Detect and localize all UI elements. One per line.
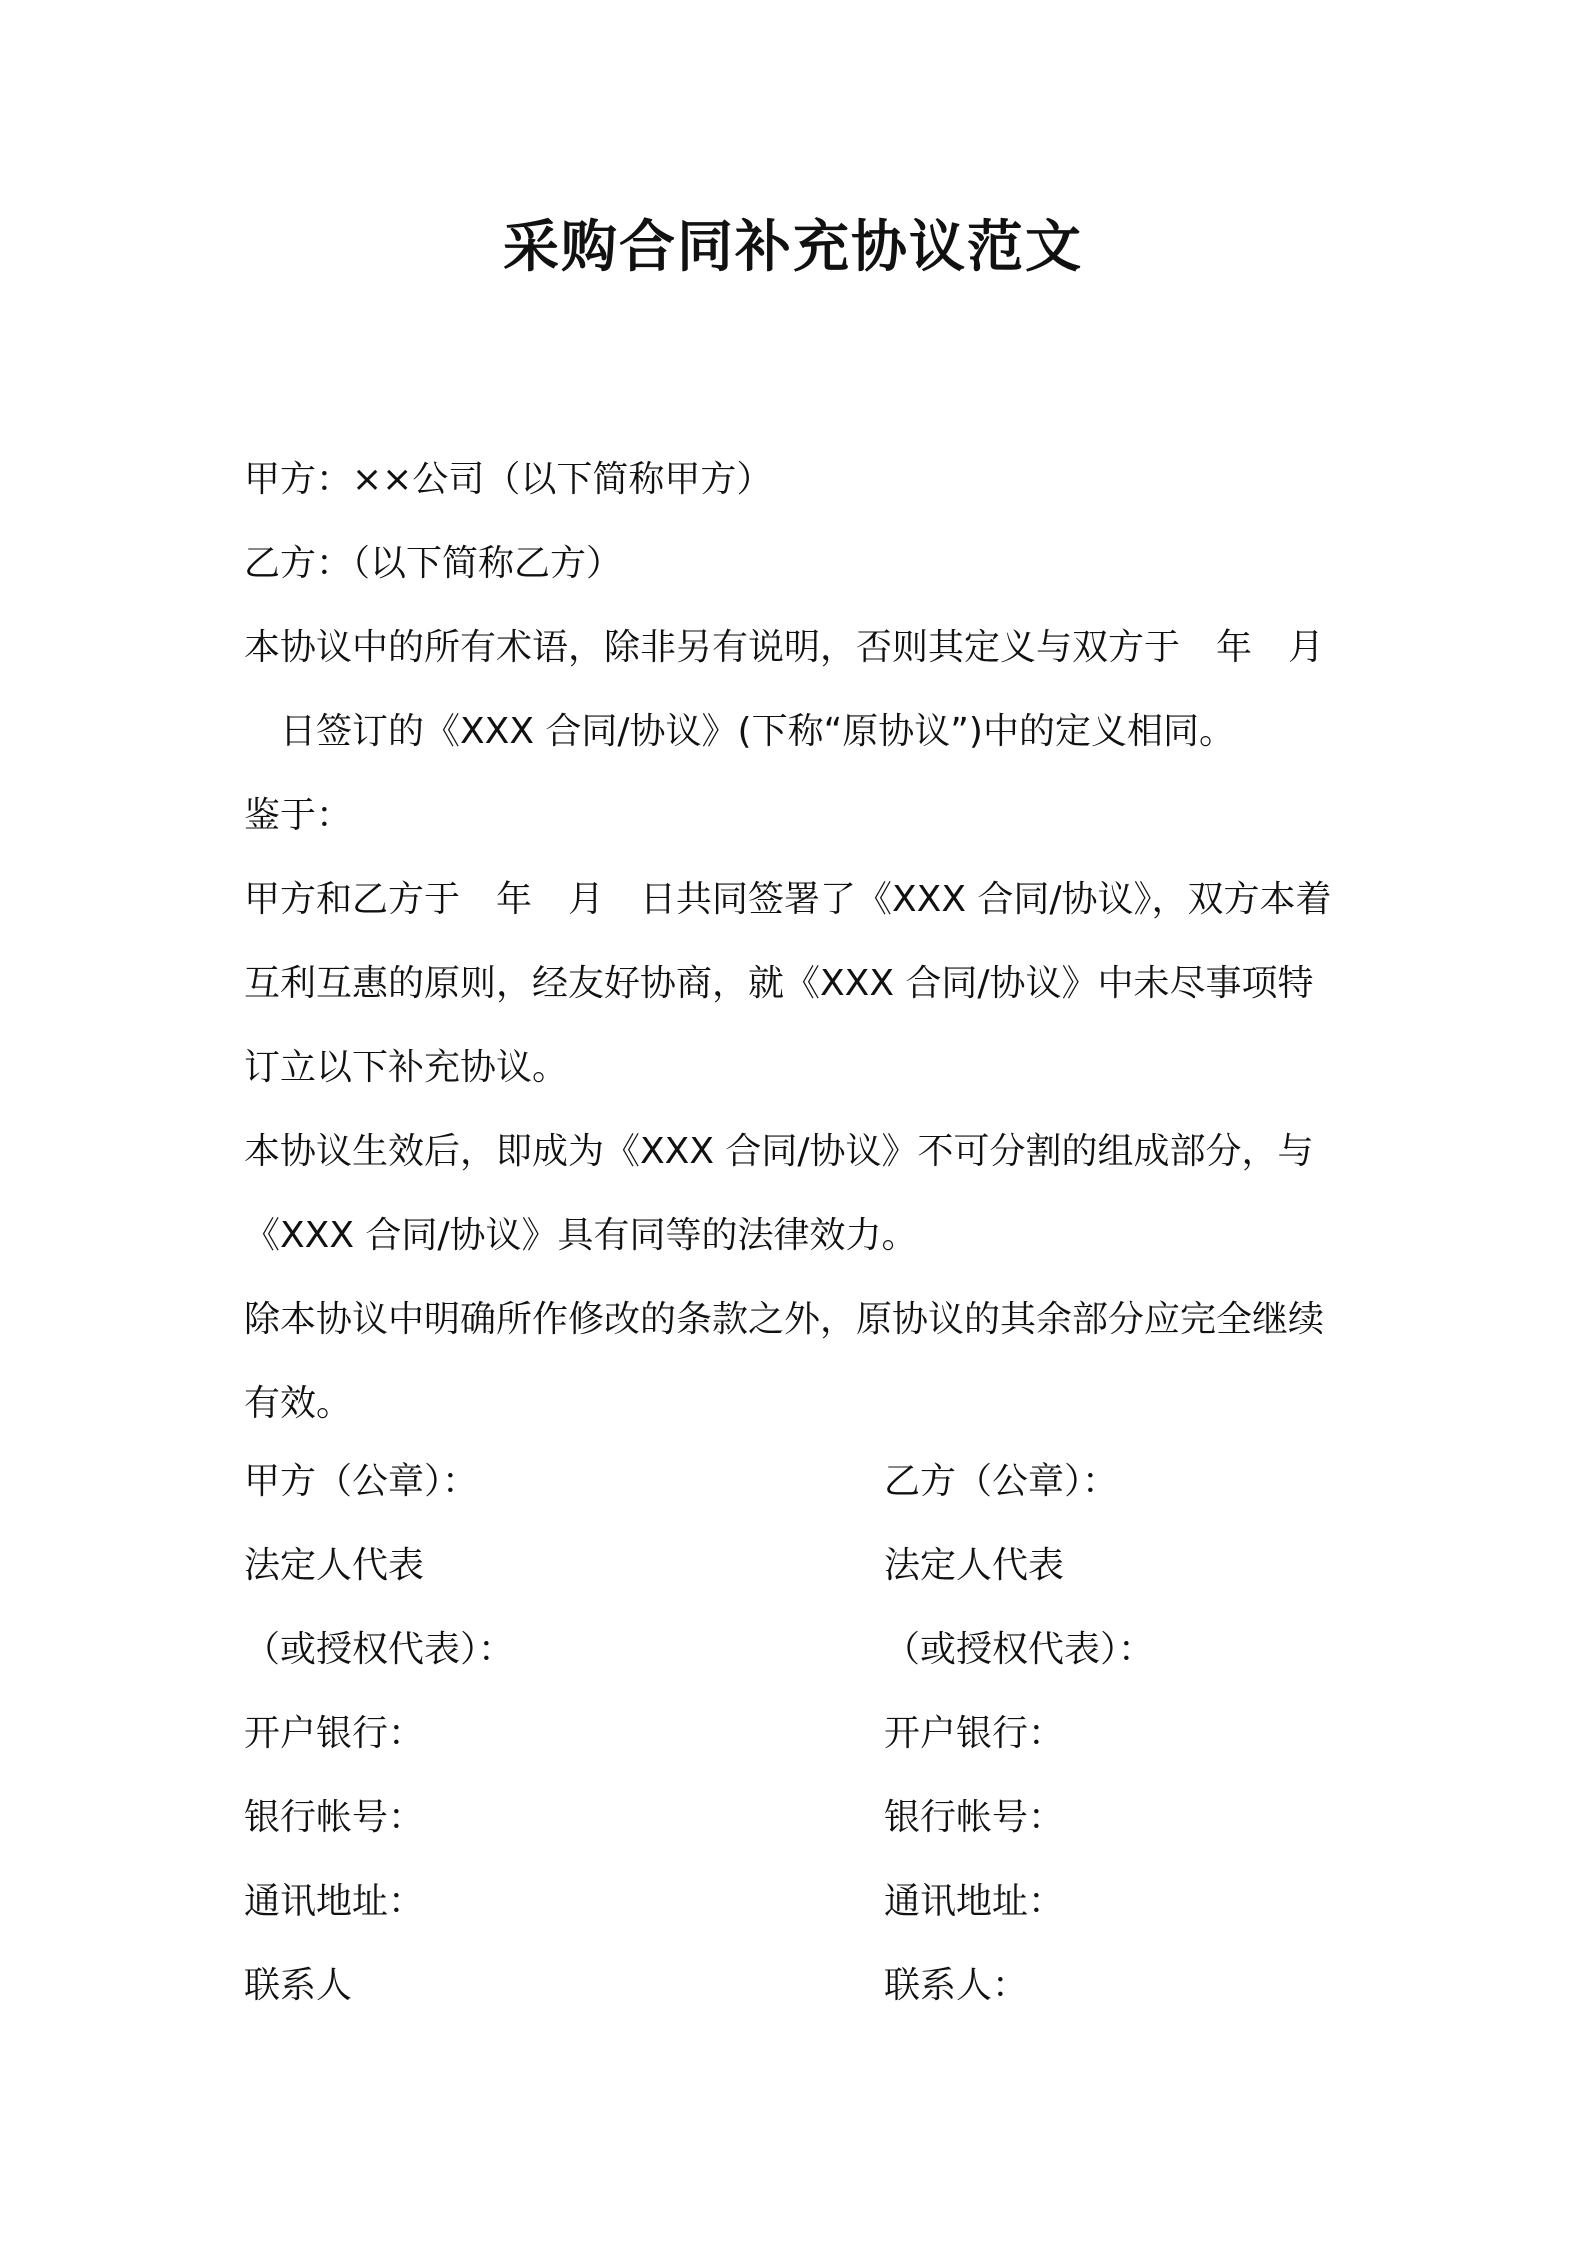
party-b-bank-label: 开户银行：	[884, 1713, 1065, 1754]
definitions-line-2: 日签订的《XXX 合同/协议》(下称“原协议”)中的定义相同。	[280, 711, 1235, 752]
party-b-authorized-rep-label: （或授权代表）：	[884, 1629, 1155, 1670]
party-a-bank-label: 开户银行：	[244, 1713, 425, 1754]
document-body	[244, 438, 1364, 1446]
party-a-signature-block	[244, 1440, 514, 2028]
party-b-legal-rep-label: 法定人代表	[884, 1545, 1065, 1586]
party-b-address-label: 通讯地址：	[884, 1881, 1065, 1922]
party-a-authorized-rep-label: （或授权代表）：	[244, 1629, 515, 1670]
party-a-legal-rep-label: 法定人代表	[244, 1545, 425, 1586]
whereas-heading: 鉴于：	[244, 795, 353, 836]
party-b-line: 乙方：（以下简称乙方）	[244, 543, 623, 584]
recital-line-3: 订立以下补充协议。	[244, 1047, 569, 1088]
effect-line-2: 《XXX 合同/协议》具有同等的法律效力。	[244, 1215, 918, 1256]
party-a-contact-label: 联系人	[244, 1965, 353, 2006]
party-b-contact-label: 联系人：	[884, 1965, 1029, 2006]
definitions-line-1: 本协议中的所有术语，除非另有说明，否则其定义与双方于 年 月	[244, 627, 1325, 668]
effect-line-1: 本协议生效后，即成为《XXX 合同/协议》不可分割的组成部分，与	[244, 1131, 1314, 1172]
party-b-seal-label: 乙方（公章）：	[884, 1461, 1119, 1502]
party-b-signature-block	[884, 1440, 1154, 2028]
party-a-account-label: 银行帐号：	[244, 1797, 425, 1838]
recital-line-2: 互利互惠的原则，经友好协商，就《XXX 合同/协议》中未尽事项特	[244, 963, 1314, 1004]
party-b-account-label: 银行帐号：	[884, 1797, 1065, 1838]
validity-line-1: 除本协议中明确所作修改的条款之外，原协议的其余部分应完全继续	[244, 1299, 1325, 1340]
party-a-line: 甲方：××公司（以下简称甲方）	[244, 459, 773, 500]
party-a-seal-label: 甲方（公章）：	[244, 1461, 479, 1502]
validity-line-2: 有效。	[244, 1383, 353, 1424]
recital-line-1: 甲方和乙方于 年 月 日共同签署了《XXX 合同/协议》，双方本着	[244, 879, 1332, 920]
document-title: 采购合同补充协议范文	[503, 215, 1083, 280]
party-a-address-label: 通讯地址：	[244, 1881, 425, 1922]
